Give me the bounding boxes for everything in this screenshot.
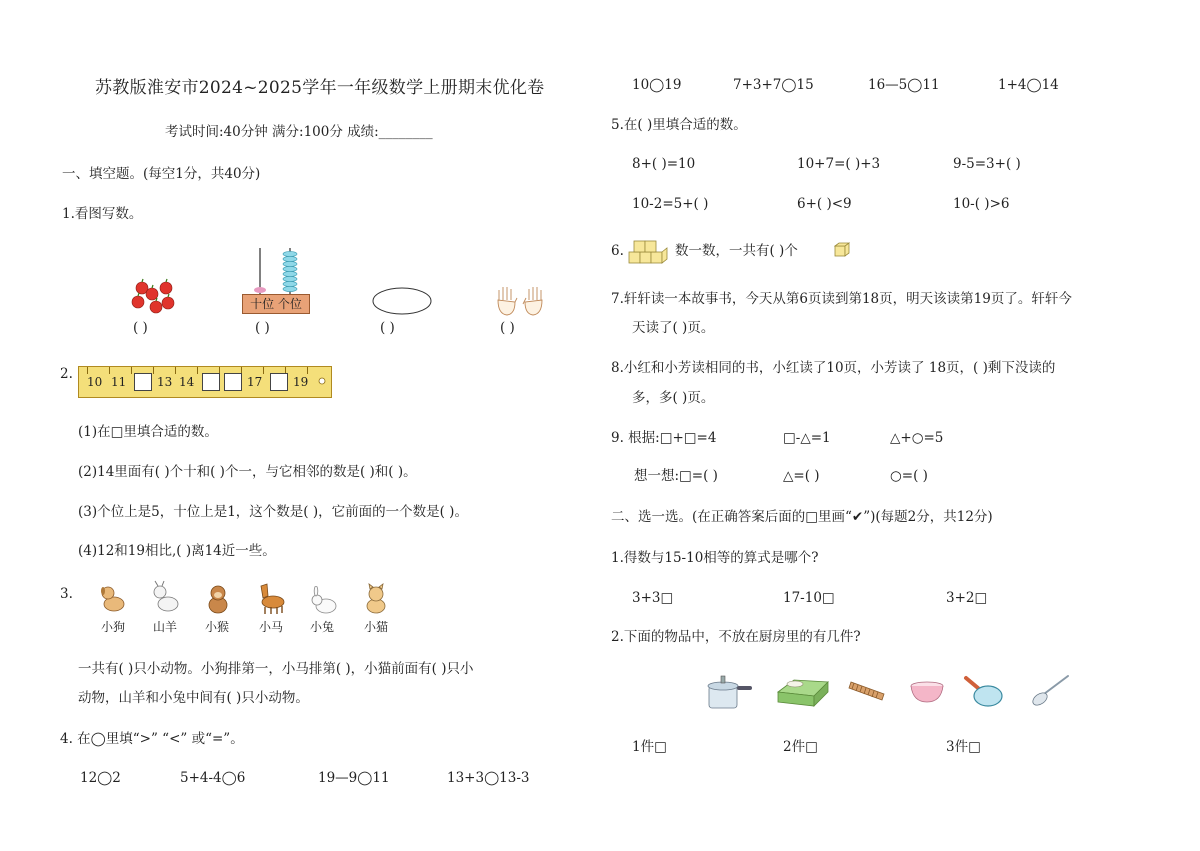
ruler-number: 17 xyxy=(247,375,263,389)
ruler-number: 13 xyxy=(157,375,173,389)
q4-item: 7+3+7◯15 xyxy=(733,77,814,93)
ruler-number: 19 xyxy=(293,375,309,389)
q9-given: 9. 根据:□+□=4 xyxy=(611,430,717,446)
ruler-number: 11 xyxy=(111,375,127,389)
q2-part-3: (3)个位上是5，十位上是1，这个数是( )，它前面的一个数是( )。 xyxy=(78,504,468,520)
q1-blank-4[interactable]: ( ) xyxy=(500,320,515,336)
q4-item: 5+4-4◯6 xyxy=(180,770,246,786)
dog-icon xyxy=(98,582,130,616)
q2-part-4: (4)12和19相比,( )离14近一些。 xyxy=(78,543,276,559)
empty-oval-icon xyxy=(371,286,433,316)
rabbit-icon xyxy=(308,586,340,616)
abacus-icon xyxy=(240,246,312,298)
choice-option[interactable]: 17-10□ xyxy=(783,590,835,606)
spoon-icon xyxy=(1030,672,1072,708)
q9-answer: 想一想:□=( ) xyxy=(634,468,718,484)
q4-item: 10◯19 xyxy=(632,77,682,93)
choice-option[interactable]: 2件□ xyxy=(783,739,818,755)
q9-given: △+○=5 xyxy=(890,430,944,446)
animal-label: 小狗 xyxy=(101,620,126,634)
q9-answer: △=( ) xyxy=(783,468,820,484)
choice-option[interactable]: 3+2□ xyxy=(946,590,988,606)
q2-part-1: (1)在□里填合适的数。 xyxy=(78,424,218,440)
question-7-line-2: 天读了( )页。 xyxy=(632,320,715,336)
ruler-hole-icon xyxy=(317,375,327,387)
cube-icon xyxy=(834,242,850,258)
q5-item: 10-( )>6 xyxy=(953,196,1010,212)
exam-info: 考试时间:40分钟 满分:100分 成绩:________ xyxy=(165,124,433,140)
q9-given: □-△=1 xyxy=(783,430,831,446)
q1-blank-3[interactable]: ( ) xyxy=(380,320,395,336)
q5-item: 10-2=5+( ) xyxy=(632,196,709,212)
choice-option[interactable]: 3件□ xyxy=(946,739,981,755)
question-8-line-2: 多，多( )页。 xyxy=(632,390,715,406)
abacus-label: 十位 个位 xyxy=(242,294,310,314)
choice-question-1: 1.得数与15-10相等的算式是哪个? xyxy=(611,550,819,566)
choice-question-2: 2.下面的物品中，不放在厨房里的有几件? xyxy=(611,629,861,645)
ruler-blank-box[interactable] xyxy=(134,373,152,391)
question-1: 1.看图写数。 xyxy=(62,206,143,222)
bowl-icon xyxy=(908,680,946,706)
ruler xyxy=(78,366,332,398)
stacked-cubes-icon xyxy=(627,238,673,266)
ruler-number: 10 xyxy=(87,375,103,389)
animal-label: 小猴 xyxy=(205,620,230,634)
hands-icon xyxy=(495,284,545,318)
ruler-blank-box[interactable] xyxy=(224,373,242,391)
ruler-blank-box[interactable] xyxy=(202,373,220,391)
q4-item: 12◯2 xyxy=(80,770,121,786)
q4-item: 16—5◯11 xyxy=(868,77,940,93)
goat-icon xyxy=(150,580,182,616)
choice-option[interactable]: 3+3□ xyxy=(632,590,674,606)
q4-item: 19—9◯11 xyxy=(318,770,390,786)
section-2-heading: 二、选一选。(在正确答案后面的□里画“✔”)(每题2分，共12分) xyxy=(611,509,993,525)
q1-blank-2[interactable]: ( ) xyxy=(255,320,270,336)
choice-option[interactable]: 1件□ xyxy=(632,739,667,755)
q9-answer: ○=( ) xyxy=(890,468,928,484)
monkey-icon xyxy=(202,582,234,616)
q3-text-line-1: 一共有( )只小动物。小狗排第一，小马排第( )，小猫前面有( )只小 xyxy=(78,661,474,677)
bed-icon xyxy=(774,670,830,712)
q3-text-line-2: 动物，山羊和小兔中间有( )只小动物。 xyxy=(78,690,309,706)
question-6-number: 6. xyxy=(611,243,624,259)
ruler-blank-box[interactable] xyxy=(270,373,288,391)
question-2-number: 2. xyxy=(60,366,73,382)
q5-item: 6+( )<9 xyxy=(797,196,852,212)
q2-part-2: (2)14里面有( )个十和( )个一，与它相邻的数是( )和( )。 xyxy=(78,464,417,480)
animal-label: 山羊 xyxy=(153,620,178,634)
question-4: 4. 在◯里填“>” “<” 或“=”。 xyxy=(60,731,244,747)
animal-label: 小兔 xyxy=(310,620,335,634)
animal-label: 小马 xyxy=(259,620,284,634)
question-5: 5.在( )里填合适的数。 xyxy=(611,117,747,133)
horse-icon xyxy=(255,580,289,616)
ruler-number: 14 xyxy=(179,375,195,389)
q4-item: 1+4◯14 xyxy=(998,77,1059,93)
apples-icon xyxy=(128,278,180,314)
cat-icon xyxy=(360,582,392,616)
question-3-number: 3. xyxy=(60,586,73,602)
q4-item: 13+3◯13-3 xyxy=(447,770,530,786)
animal-label: 小猫 xyxy=(364,620,389,634)
page-title: 苏教版淮安市2024~2025学年一年级数学上册期末优化卷 xyxy=(95,78,545,98)
q1-blank-1[interactable]: ( ) xyxy=(133,320,148,336)
frying-pan-icon xyxy=(962,674,1004,710)
pressure-cooker-icon xyxy=(701,672,753,712)
question-8-line-1: 8.小红和小芳读相同的书，小红读了10页，小芳读了 18页，( )剩下没读的 xyxy=(611,360,1056,376)
section-1-heading: 一、填空题。(每空1分，共40分) xyxy=(62,166,261,182)
q5-item: 9-5=3+( ) xyxy=(953,156,1021,172)
q5-item: 8+( )=10 xyxy=(632,156,696,172)
question-7-line-1: 7.轩轩读一本故事书，今天从第6页读到第18页，明天该读第19页了。轩轩今 xyxy=(611,291,1072,307)
comb-icon xyxy=(848,676,888,704)
q5-item: 10+7=( )+3 xyxy=(797,156,881,172)
question-6-text: 数一数，一共有( )个 xyxy=(675,243,798,259)
